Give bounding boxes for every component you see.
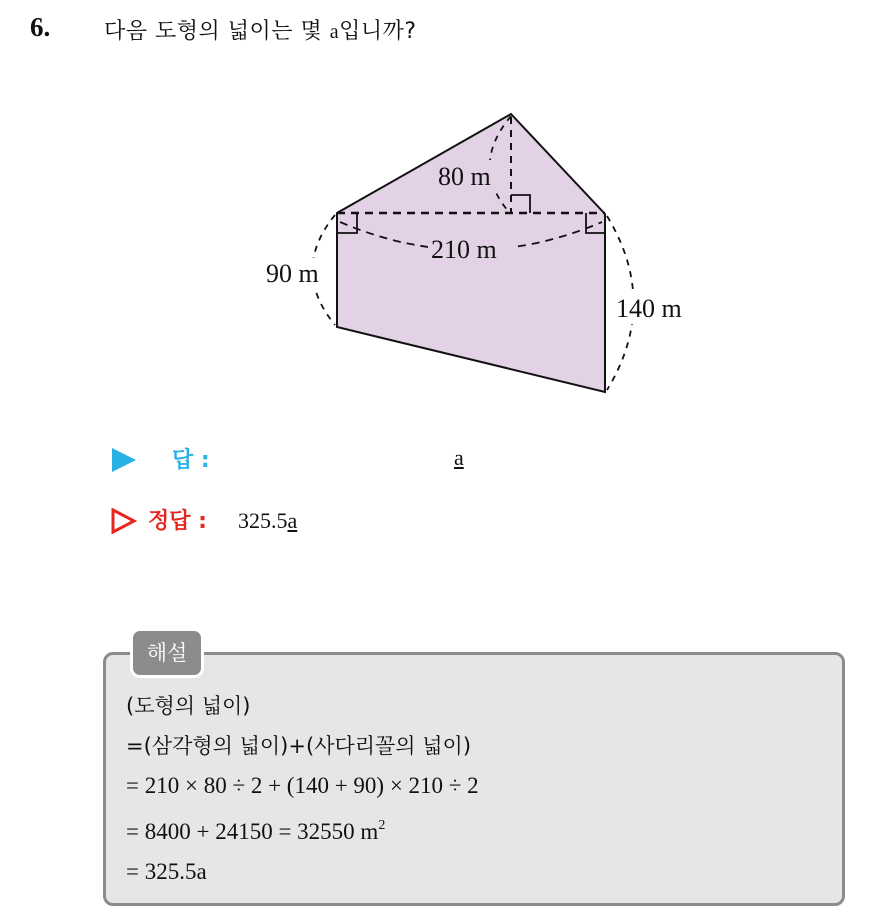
solution-line-3: = 210 × 80 ÷ 2 + (140 + 90) × 210 ÷ 2 (126, 773, 479, 798)
correct-answer-text (238, 508, 297, 534)
question-number: 6. (30, 12, 51, 42)
question-text-end: 입니까? (339, 19, 417, 44)
question-text-start: 다음 도형의 넓이는 몇 (104, 19, 323, 44)
outline-triangle-icon (110, 508, 138, 534)
question-unit: a (329, 21, 340, 43)
answer-unit: a (454, 445, 464, 470)
solution-line-4 (126, 806, 479, 852)
correct-answer-label: 정답 : (148, 509, 207, 534)
solution-lines (126, 686, 479, 892)
correct-answer-row (110, 504, 610, 538)
triangle-height-label: 80 m (438, 162, 491, 191)
answer-row (110, 443, 610, 477)
solution-line-5: = 325.5a (126, 859, 207, 884)
solution-line-4-text: = 8400 + 24150 = 32550 m (126, 819, 379, 844)
solution-line-2: =(삼각형의 넓이)+(사다리꼴의 넓이) (126, 734, 472, 758)
base-label: 210 m (431, 235, 497, 264)
solution-line-1: (도형의 넓이) (126, 694, 251, 718)
correct-answer-value: 325.5 (238, 508, 288, 533)
right-side-label: 140 m (616, 294, 682, 323)
answer-label: 답 : (172, 448, 210, 473)
play-triangle-icon (110, 447, 138, 473)
solution-line-4-exponent: 2 (378, 818, 386, 833)
area-figure (0, 0, 884, 430)
solution-tag: 해설 (130, 628, 204, 678)
correct-answer-unit: a (287, 508, 298, 533)
left-side-label: 90 m (266, 259, 319, 288)
